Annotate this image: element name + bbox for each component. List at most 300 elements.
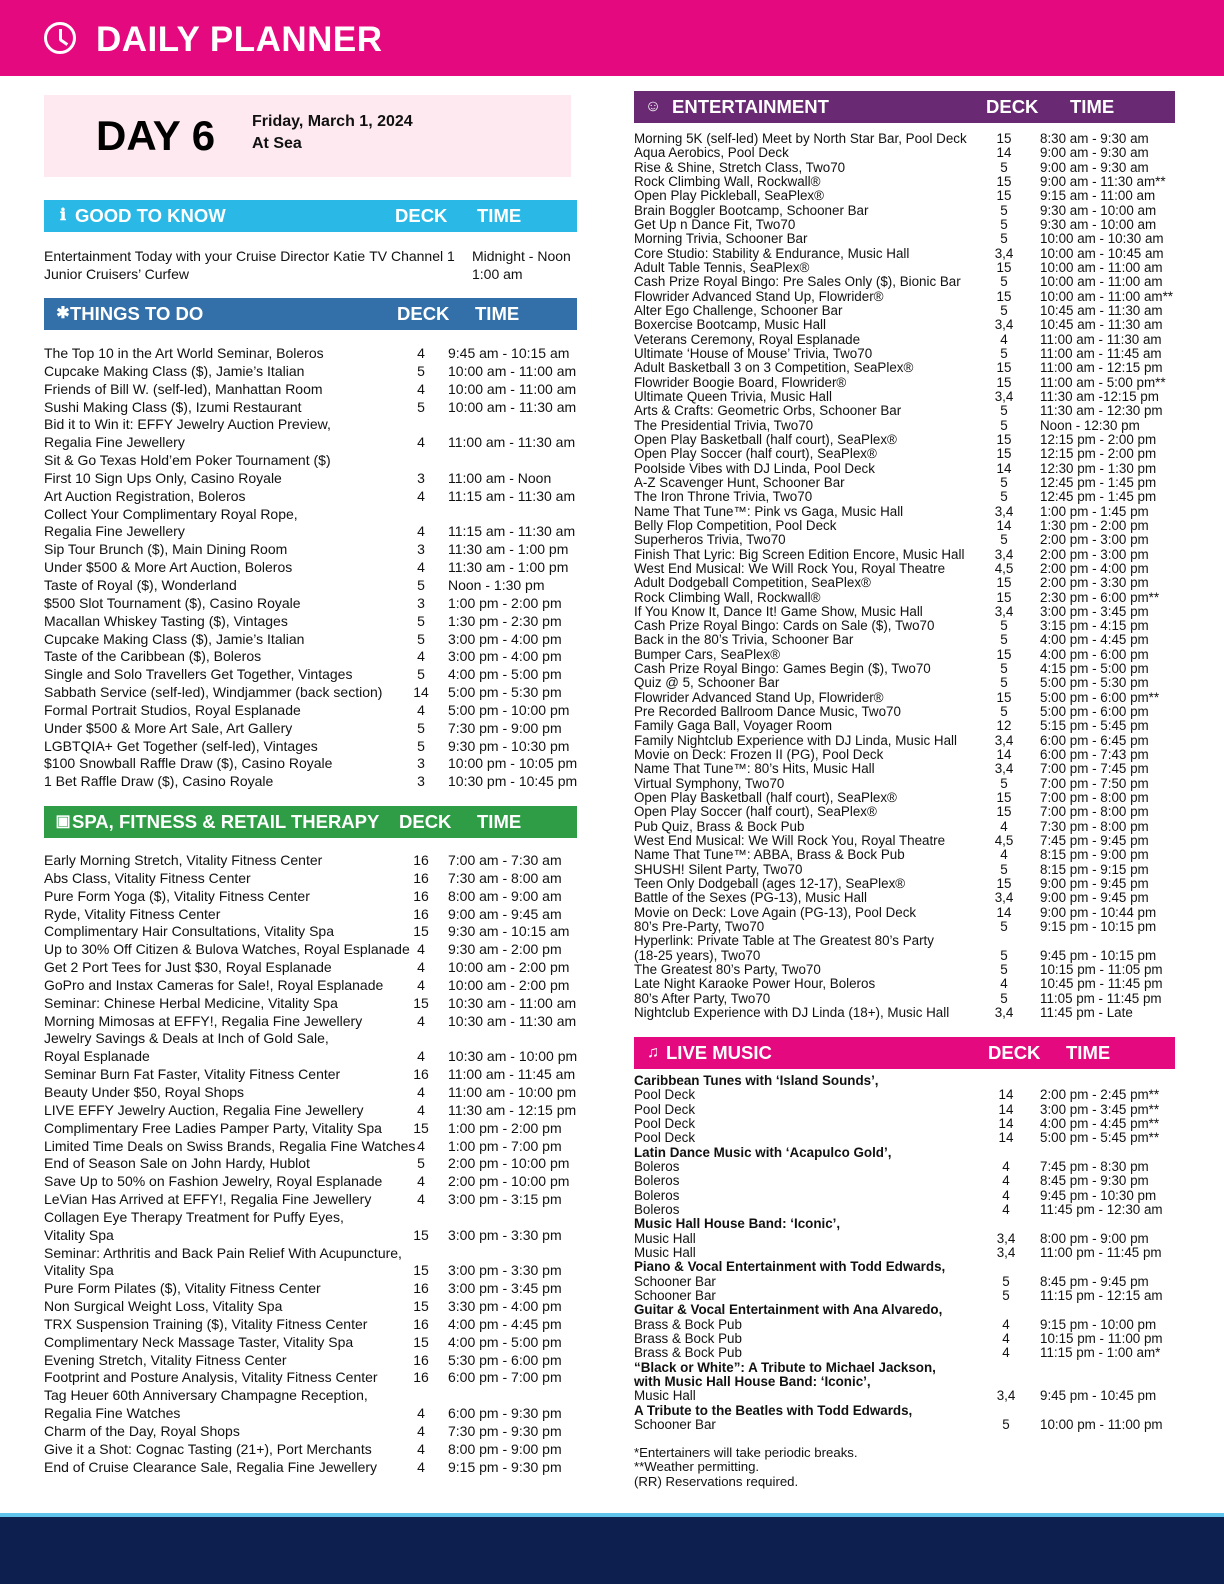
deck-value: 16 [413, 1066, 429, 1083]
event-name: Pool Deck [634, 1115, 696, 1131]
deck-value: 15 [413, 1333, 429, 1350]
time-value: 5:00 pm - 5:30 pm [1040, 675, 1149, 691]
deck-value: 4 [1002, 1316, 1010, 1332]
deck-value: 15 [996, 360, 1012, 376]
list-item [44, 923, 584, 941]
event-name: Pool Deck [634, 1087, 696, 1103]
time-value: 7:30 pm - 9:30 pm [448, 1423, 562, 1439]
time-value: 10:00 am - 11:30 am [448, 398, 577, 415]
deck-value: 14 [998, 1101, 1014, 1117]
time-value: 8:15 pm - 9:15 pm [1040, 861, 1149, 877]
time-value: 11:30 am -12:15 pm [1040, 388, 1159, 404]
time-value: 5:00 pm - 5:45 pm** [1040, 1130, 1160, 1146]
time-value: 9:15 pm - 10:15 pm [1040, 919, 1157, 935]
event-name: 80’s After Party, Two70 [634, 990, 771, 1006]
event-name: Latin Dance Music with ‘Acapulco Gold’, [634, 1144, 892, 1160]
list-item [634, 175, 1194, 189]
time-value: 1:00 pm - 2:00 pm [448, 594, 562, 611]
list-item [634, 891, 1194, 905]
deck-value: 15 [996, 131, 1012, 146]
time-value: Midnight - Noon [472, 248, 571, 264]
list-item [634, 1160, 1194, 1174]
event-name: Arts & Crafts: Geometric Orbs, Schooner Bar [634, 403, 902, 419]
event-name: Name That Tune™: Pink vs Gaga, Music Hall [634, 503, 904, 519]
list-item [634, 232, 1194, 246]
event-name: (18-25 years), Two70 [634, 947, 761, 963]
deck-value: 15 [996, 589, 1012, 605]
time-column-header: TIME [477, 811, 522, 832]
event-name: Music Hall House Band: ‘Iconic’, [634, 1216, 841, 1232]
list-item [634, 1346, 1194, 1360]
list-item [634, 1389, 1194, 1403]
event-name: Finish That Lyric: Big Screen Edition Encore, Music Hall [634, 546, 965, 562]
deck-value: 14 [996, 460, 1012, 476]
music-note-icon: ♫ [647, 1044, 659, 1061]
list-item [44, 1048, 584, 1066]
list-item [634, 361, 1194, 375]
time-value: 9:45 pm - 10:15 pm [1040, 947, 1157, 963]
time-value: 9:45 am - 10:15 am [448, 345, 570, 361]
deck-value: 3,4 [996, 1244, 1016, 1260]
time-value: 7:30 am - 8:00 am [448, 869, 562, 886]
list-item [44, 523, 584, 541]
list-item [634, 1217, 1194, 1231]
list-item [44, 452, 584, 470]
time-value: 7:30 pm - 8:00 pm [1040, 818, 1149, 834]
deck-value: 3,4 [996, 1230, 1016, 1246]
event-name: Ultimate Queen Trivia, Music Hall [634, 388, 832, 404]
list-item [634, 146, 1194, 160]
event-name: Open Play Basketball (half court), SeaPlex® [634, 431, 897, 447]
deck-value: 5 [1000, 861, 1008, 877]
event-name: Regalia Fine Jewellery [44, 434, 185, 451]
list-item [44, 888, 584, 906]
list-item [44, 1191, 584, 1209]
time-value: 10:00 am - 2:00 pm [448, 976, 570, 993]
time-value: 1:00 pm - 7:00 pm [448, 1137, 562, 1154]
event-name: Aqua Aerobics, Pool Deck [634, 145, 789, 161]
time-column-header: TIME [1070, 96, 1115, 117]
time-value: 9:00 am - 11:30 am** [1040, 173, 1166, 189]
deck-value: 15 [996, 431, 1012, 447]
list-item [634, 591, 1194, 605]
day-location: At Sea [252, 135, 302, 152]
list-item [634, 562, 1194, 576]
list-item [44, 595, 584, 613]
event-name: Music Hall [634, 1388, 696, 1404]
time-value: 8:00 pm - 9:00 pm [448, 1440, 562, 1457]
deck-value: 15 [996, 446, 1012, 462]
deck-value: 5 [1002, 1273, 1010, 1289]
time-value: 10:00 am - 11:00 am [448, 362, 577, 379]
event-name: A Tribute to the Beatles with Todd Edwards, [634, 1402, 913, 1418]
deck-value: 15 [996, 259, 1012, 275]
event-name: Bid it to Win it: EFFY Jewelry Auction Preview, [44, 416, 331, 433]
list-item [634, 1318, 1194, 1332]
deck-value: 4 [417, 648, 425, 665]
deck-value: 15 [996, 804, 1012, 820]
time-value: 2:00 pm - 2:45 pm** [1040, 1087, 1160, 1103]
time-value: 5:30 pm - 6:00 pm [448, 1351, 562, 1368]
list-item [44, 1066, 584, 1084]
things-to-do-header [44, 298, 577, 330]
time-value: Noon - 1:30 pm [448, 576, 545, 593]
theater-mask-icon: ☺ [644, 98, 662, 115]
list-item [44, 381, 584, 399]
list-item [634, 204, 1194, 218]
list-item [44, 1013, 584, 1031]
event-name: Virtual Symphony, Two70 [634, 775, 785, 791]
things-to-do-list [44, 345, 584, 791]
time-value: 7:00 pm - 8:00 pm [1040, 804, 1149, 820]
time-value: 5:00 pm - 6:00 pm [1040, 704, 1149, 720]
day-box [44, 95, 571, 177]
event-name: 1 Bet Raffle Draw ($), Casino Royale [44, 773, 274, 790]
event-name: Schooner Bar [634, 1273, 716, 1289]
deck-value: 5 [1000, 403, 1008, 419]
time-value: Noon - 12:30 pm [1040, 417, 1140, 433]
list-item [634, 247, 1194, 261]
deck-value: 3,4 [994, 732, 1014, 748]
time-value: 10:00 am - 11:00 am [448, 380, 577, 397]
time-value: 7:30 pm - 9:00 pm [448, 719, 562, 736]
time-value: 6:00 pm - 9:30 pm [448, 1405, 562, 1422]
list-item [634, 834, 1194, 848]
event-name: GoPro and Instax Cameras for Sale!, Royal Esplanade [44, 976, 384, 993]
time-value: 11:00 am - 5:00 pm** [1040, 374, 1166, 390]
list-item [634, 619, 1194, 633]
event-name: Pub Quiz, Brass & Bock Pub [634, 818, 805, 834]
deck-value: 4 [417, 1137, 425, 1154]
section-title: SPA, FITNESS & RETAIL THERAPY [72, 811, 380, 832]
list-item [634, 719, 1194, 733]
live-music-list [634, 1074, 1194, 1432]
list-item [634, 304, 1194, 318]
list-item [44, 470, 584, 488]
time-value: 11:30 am - 1:00 pm [448, 559, 569, 576]
time-value: 10:30 pm - 10:45 pm [448, 773, 578, 790]
event-name: Pure Form Yoga ($), Vitality Fitness Center [44, 887, 310, 904]
event-name: Rise & Shine, Stretch Class, Two70 [634, 159, 846, 175]
time-value: 9:15 pm - 10:00 pm [1040, 1316, 1157, 1332]
time-value: 10:30 am - 11:00 am [448, 994, 577, 1011]
list-item [634, 1203, 1194, 1217]
spa-fitness-header [44, 806, 577, 838]
event-name: Sit & Go Texas Hold’em Poker Tournament ($) [44, 452, 331, 469]
event-name: SHUSH! Silent Party, Two70 [634, 861, 803, 877]
deck-value: 3 [417, 773, 425, 790]
time-value: 8:00 am - 9:00 am [448, 887, 562, 904]
list-item [634, 1189, 1194, 1203]
deck-value: 14 [996, 145, 1012, 161]
time-value: 3:00 pm - 3:45 pm** [1040, 1101, 1160, 1117]
event-name: Music Hall [634, 1244, 696, 1260]
time-value: 12:45 pm - 1:45 pm [1040, 489, 1157, 505]
event-name: Pool Deck [634, 1130, 696, 1146]
list-item [44, 1138, 584, 1156]
event-name: $500 Slot Tournament ($), Casino Royale [44, 594, 301, 611]
event-name: First 10 Sign Ups Only, Casino Royale [44, 469, 282, 486]
event-name: Boleros [634, 1187, 680, 1203]
deck-value: 15 [413, 1226, 429, 1243]
event-name: Name That Tune™: ABBA, Brass & Bock Pub [634, 847, 905, 863]
time-value: 7:00 am - 7:30 am [448, 852, 562, 868]
list-item [44, 1173, 584, 1191]
deck-value: 5 [1000, 704, 1008, 720]
list-item [44, 666, 584, 684]
deck-value: 5 [417, 398, 425, 415]
event-name: Pre Recorded Ballroom Dance Music, Two70 [634, 704, 901, 720]
list-item [634, 848, 1194, 862]
event-name: Brain Boggler Bootcamp, Schooner Bar [634, 202, 869, 218]
bottom-banner [0, 1513, 1224, 1584]
deck-value: 3,4 [994, 388, 1014, 404]
event-name: Morning Trivia, Schooner Bar [634, 231, 808, 247]
event-name: LIVE EFFY Jewelry Auction, Regalia Fine Jewellery [44, 1101, 364, 1118]
event-name: The Iron Throne Trivia, Two70 [634, 489, 813, 505]
deck-value: 3 [417, 594, 425, 611]
event-name: Flowrider Advanced Stand Up, Flowrider® [634, 288, 884, 304]
deck-value: 5 [1000, 345, 1008, 361]
event-name: Back in the 80’s Trivia, Schooner Bar [634, 632, 854, 648]
deck-value: 5 [1000, 216, 1008, 232]
event-name: LeVian Has Arrived at EFFY!, Regalia Fine Jewellery [44, 1191, 372, 1208]
time-value: 1:30 pm - 2:00 pm [1040, 517, 1149, 533]
list-item [634, 1146, 1194, 1160]
time-value: 4:15 pm - 5:00 pm [1040, 661, 1149, 677]
list-item [634, 906, 1194, 920]
event-name: The Top 10 in the Art World Seminar, Boleros [44, 345, 324, 361]
list-item [44, 247, 577, 265]
time-value: 11:15 am - 11:30 am [448, 487, 576, 504]
deck-value: 15 [413, 1298, 429, 1315]
page-title: DAILY PLANNER [96, 20, 383, 59]
spa-fitness-list [44, 852, 584, 1477]
event-name: Cash Prize Royal Bingo: Games Begin ($), Two70 [634, 661, 931, 677]
event-name: Brass & Bock Pub [634, 1330, 742, 1346]
list-item [634, 748, 1194, 762]
time-column-header: TIME [1066, 1042, 1111, 1063]
list-item [634, 791, 1194, 805]
time-value: 9:00 am - 9:45 am [448, 905, 562, 922]
list-item [44, 1262, 584, 1280]
deck-value: 3,4 [994, 1005, 1014, 1021]
list-item [634, 1418, 1194, 1432]
event-name: Ryde, Vitality Fitness Center [44, 905, 221, 922]
list-item [44, 1227, 584, 1245]
event-name: Up to 30% Off Citizen & Bulova Watches, Royal Esplanade [44, 941, 410, 958]
event-name: Name That Tune™: 80’s Hits, Music Hall [634, 761, 875, 777]
list-item [634, 805, 1194, 819]
time-value: 6:00 pm - 6:45 pm [1040, 732, 1149, 748]
time-value: 10:00 am - 2:00 pm [448, 959, 570, 976]
event-name: Open Play Basketball (half court), SeaPlex® [634, 790, 897, 806]
event-name: Taste of the Caribbean ($), Boleros [44, 648, 262, 665]
event-name: Alter Ego Challenge, Schooner Bar [634, 302, 843, 318]
deck-value: 14 [996, 517, 1012, 533]
event-name: Schooner Bar [634, 1287, 716, 1303]
bag-icon: ▣ [55, 813, 71, 830]
deck-value: 4 [417, 559, 425, 576]
event-name: Under $500 & More Art Auction, Boleros [44, 559, 293, 576]
deck-value: 5 [417, 630, 425, 647]
list-item [44, 1334, 584, 1352]
info-icon: ℹ [59, 207, 67, 224]
deck-value: 5 [1002, 1287, 1010, 1303]
event-name: Rock Climbing Wall, Rockwall® [634, 173, 821, 189]
event-name: A-Z Scavenger Hunt, Schooner Bar [634, 474, 845, 490]
time-value: 9:00 pm - 9:45 pm [1040, 876, 1149, 892]
time-value: 9:15 pm - 9:30 pm [448, 1458, 562, 1475]
list-item [634, 333, 1194, 347]
event-name: Macallan Whiskey Tasting ($), Vintages [44, 612, 288, 629]
entertainment-header [634, 91, 1175, 123]
event-name: Junior Cruisers’ Curfew [44, 266, 189, 282]
deck-value: 4 [417, 380, 425, 397]
time-value: 2:30 pm - 6:00 pm** [1040, 589, 1160, 605]
list-item [634, 820, 1194, 834]
list-item [634, 934, 1194, 948]
time-value: 9:00 pm - 10:44 pm [1040, 904, 1157, 920]
event-name: LGBTQIA+ Get Together (self-led), Vintages [44, 737, 318, 754]
event-name: Guitar & Vocal Entertainment with Ana Alvaredo, [634, 1302, 943, 1318]
list-item [634, 1275, 1194, 1289]
deck-value: 4 [417, 1101, 425, 1118]
time-value: 10:00 am - 10:30 am [1040, 231, 1164, 247]
event-name: Save Up to 50% on Fashion Jewelry, Royal Esplanade [44, 1173, 383, 1190]
deck-value: 3,4 [996, 1388, 1016, 1404]
deck-value: 4 [417, 434, 425, 451]
deck-value: 16 [413, 1351, 429, 1368]
time-value: 10:00 am - 11:00 am** [1040, 288, 1173, 304]
list-item [44, 265, 577, 283]
deck-value: 5 [1000, 231, 1008, 247]
list-item [634, 318, 1194, 332]
deck-value: 4 [417, 487, 425, 504]
deck-column-header: DECK [988, 1042, 1041, 1063]
deck-value: 4 [1002, 1330, 1010, 1346]
list-item [44, 488, 584, 506]
section-title: GOOD TO KNOW [75, 205, 226, 226]
deck-value: 16 [413, 1280, 429, 1297]
deck-value: 16 [413, 1315, 429, 1332]
deck-value: 5 [1000, 632, 1008, 648]
time-value: 11:05 pm - 11:45 pm [1040, 990, 1162, 1006]
list-item [44, 755, 584, 773]
event-name: Seminar: Chinese Herbal Medicine, Vitality Spa [44, 994, 338, 1011]
list-item [44, 977, 584, 995]
deck-value: 15 [996, 876, 1012, 892]
event-name: Limited Time Deals on Swiss Brands, Regalia Fine Watches [44, 1137, 416, 1154]
event-name: Vitality Spa [44, 1262, 114, 1279]
list-item [634, 605, 1194, 619]
list-item [634, 863, 1194, 877]
time-value: 7:00 pm - 8:00 pm [1040, 790, 1149, 806]
deck-value: 5 [1000, 990, 1008, 1006]
time-value: 11:15 am - 11:30 am [448, 523, 576, 540]
time-value: 6:00 pm - 7:00 pm [448, 1369, 562, 1386]
time-value: 7:45 pm - 8:30 pm [1040, 1158, 1149, 1174]
deck-value: 15 [996, 575, 1012, 591]
event-name: Boleros [634, 1158, 680, 1174]
deck-value: 3,4 [994, 503, 1014, 519]
list-item [634, 662, 1194, 676]
deck-value: 14 [998, 1115, 1014, 1131]
day-label: DAY 6 [96, 112, 216, 159]
list-item [634, 1174, 1194, 1188]
list-item [44, 773, 584, 791]
deck-value: 5 [1000, 274, 1008, 290]
event-name: Family Nightclub Experience with DJ Linda, Music Hall [634, 732, 957, 748]
event-name: Morning 5K (self-led) Meet by North Star Bar, Pool Deck [634, 131, 967, 146]
list-item [634, 676, 1194, 690]
list-item [44, 1441, 584, 1459]
event-name: Adult Basketball 3 on 3 Competition, SeaPlex® [634, 360, 914, 376]
event-name: Seminar Burn Fat Faster, Vitality Fitness Center [44, 1066, 341, 1083]
list-item [44, 541, 584, 559]
event-name: Superheros Trivia, Two70 [634, 532, 786, 548]
list-item [634, 261, 1194, 275]
list-item [44, 1120, 584, 1138]
deck-value: 16 [413, 1369, 429, 1386]
time-value: 10:00 pm - 11:00 pm [1040, 1416, 1163, 1432]
event-name: Vitality Spa [44, 1226, 114, 1243]
deck-value: 3,4 [994, 546, 1014, 562]
event-name: Friends of Bill W. (self-led), Manhattan Room [44, 380, 323, 397]
event-name: Pure Form Pilates ($), Vitality Fitness Center [44, 1280, 321, 1297]
event-name: Cupcake Making Class ($), Jamie’s Italian [44, 362, 305, 379]
deck-value: 4 [417, 1191, 425, 1208]
deck-value: 4 [1002, 1187, 1010, 1203]
list-item [634, 1088, 1194, 1102]
list-item [44, 1405, 584, 1423]
deck-value: 16 [413, 869, 429, 886]
deck-value: 15 [996, 288, 1012, 304]
list-item [44, 684, 584, 702]
list-item [634, 161, 1194, 175]
event-name: Flowrider Boogie Board, Flowrider® [634, 374, 847, 390]
list-item [44, 416, 584, 434]
list-item [44, 720, 584, 738]
event-name: Pool Deck [634, 1101, 696, 1117]
event-name: Formal Portrait Studios, Royal Esplanade [44, 701, 301, 718]
list-item [634, 404, 1194, 418]
time-value: 10:00 am - 11:00 am [1040, 274, 1163, 290]
time-value: 10:00 am - 11:00 am [1040, 259, 1163, 275]
deck-value: 14 [413, 684, 429, 701]
deck-value: 3 [417, 755, 425, 772]
list-item [44, 1245, 584, 1263]
time-value: 3:00 pm - 3:45 pm [1040, 603, 1149, 619]
time-value: 11:15 pm - 1:00 am* [1040, 1345, 1161, 1361]
time-value: 3:00 pm - 4:00 pm [448, 630, 562, 647]
time-value: 1:30 pm - 2:30 pm [448, 612, 562, 629]
time-value: 1:00 pm - 1:45 pm [1040, 503, 1149, 519]
time-value: 9:45 pm - 10:30 pm [1040, 1187, 1157, 1203]
event-name: Royal Esplanade [44, 1048, 150, 1065]
deck-value: 4 [417, 941, 425, 958]
event-name: Complimentary Neck Massage Taster, Vitality Spa [44, 1333, 354, 1350]
event-name: The Greatest 80’s Party, Two70 [634, 962, 821, 978]
list-item [44, 941, 584, 959]
deck-value: 4 [1002, 1345, 1010, 1361]
event-name: Get 2 Port Tees for Just $30, Royal Esplanade [44, 959, 332, 976]
deck-value: 5 [1000, 618, 1008, 634]
list-item [634, 1074, 1194, 1088]
event-name: Entertainment Today with your Cruise Director Katie [44, 248, 366, 264]
event-name: Core Studio: Stability & Endurance, Music Hall [634, 245, 910, 261]
deck-value: 5 [1000, 532, 1008, 548]
